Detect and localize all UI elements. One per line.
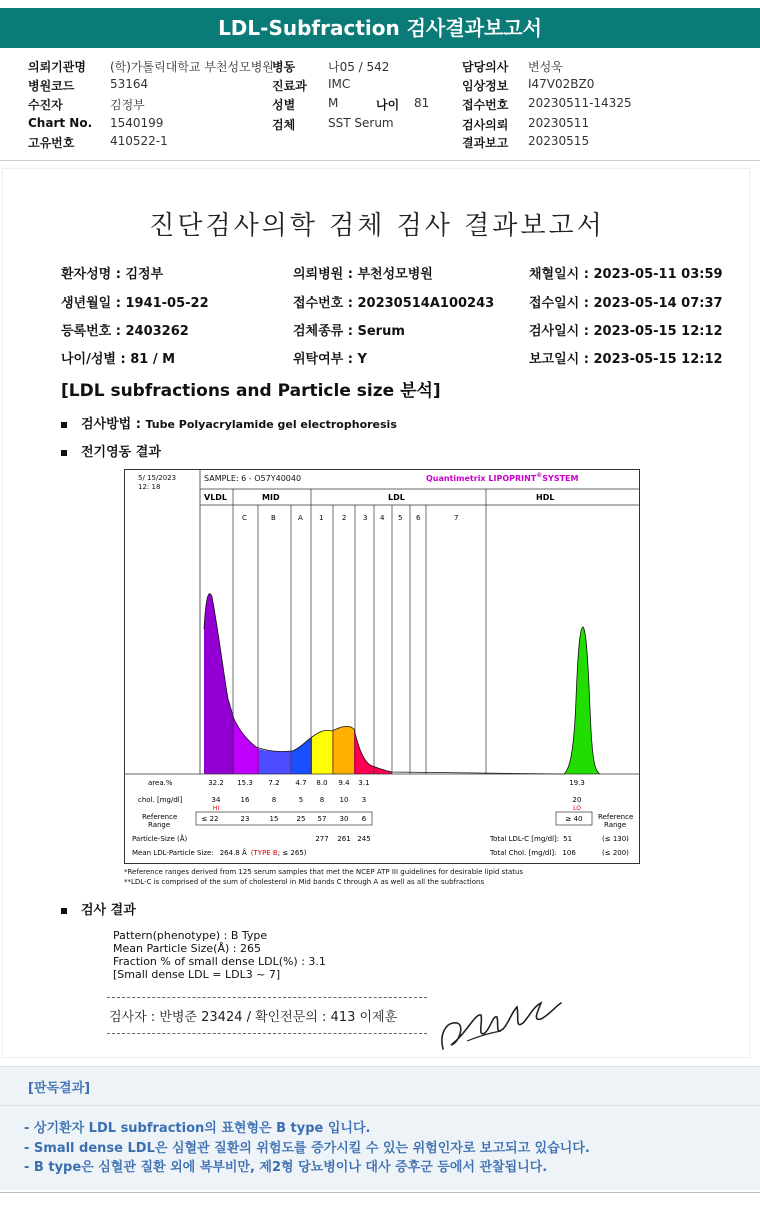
result-line: Fraction % of small dense LDL(%) : 3.1 (113, 955, 326, 968)
area-value: 19.3 (569, 779, 585, 787)
chol-value: 8 (319, 796, 325, 804)
patient-field: 검사일시 : 2023-05-15 12:12 (529, 324, 723, 339)
patient-field: 채혈일시 : 2023-05-11 03:59 (529, 267, 723, 282)
header-value: 나05 / 542 (328, 60, 390, 74)
ref-value: 15 (269, 815, 279, 823)
particle-value: 261 (337, 835, 351, 843)
area-value: 8.0 (316, 779, 328, 787)
mean-size: Mean LDL-Particle Size: 264.8 Å (TYPE B; ≤ 265) (132, 849, 307, 857)
result-lines (113, 929, 326, 981)
chol-value: 16 (240, 796, 250, 804)
ref-value: 6 (361, 815, 367, 823)
request-header (0, 54, 760, 154)
group-label-ldl: LDL (388, 493, 405, 502)
method-bullet: 검사방법 : Tube Polyacrylamide gel electrophoresis (61, 413, 397, 432)
header-key: 의뢰기관명 (28, 60, 86, 74)
header-value: (학)가톨릭대학교 부천성모병원 (110, 60, 274, 74)
method-value: Tube Polyacrylamide gel electrophoresis (145, 418, 397, 431)
header-value: 1540199 (110, 116, 164, 130)
band-label: C (242, 514, 247, 522)
ref-value: 30 (339, 815, 349, 823)
band-label: 7 (454, 514, 459, 522)
patient-field: 생년월일 : 1941-05-22 (61, 296, 209, 311)
total-chol: Total Chol. [mg/dl]: 106 (≤ 200) (490, 849, 629, 857)
particle-value: 245 (357, 835, 371, 843)
particle-value: 277 (315, 835, 329, 843)
section-title: [LDL subfractions and Particle size 분석] (61, 381, 441, 401)
header-key: 접수번호 (462, 98, 509, 112)
chart-time: 12: 18 (138, 483, 161, 491)
band-label: 5 (398, 514, 403, 522)
band-label: B (271, 514, 276, 522)
header-key: 임상정보 (462, 79, 509, 93)
lipoprint-chart (124, 469, 640, 864)
judgement-line: - Small dense LDL은 심혈관 질환의 위험도를 증가시킬 수 있는 위험인자로 보고되고 있습니다. (24, 1141, 590, 1156)
ref-value: ≥ 40 (565, 815, 583, 823)
report-title: 진단검사의학 검체 검사 결과보고서 (149, 211, 605, 241)
report-banner: LDL-Subfraction 검사결과보고서 (0, 8, 760, 48)
result-label: 검사 결과 (81, 903, 136, 918)
patient-field: 보고일시 : 2023-05-15 12:12 (529, 352, 723, 367)
patient-field: 위탁여부 : Y (293, 352, 367, 367)
patient-field: 접수일시 : 2023-05-14 07:37 (529, 296, 723, 311)
area-value: 32.2 (208, 779, 224, 787)
mid-b-area (259, 749, 292, 774)
signature-text: 검사자 : 반병준 23424 / 확인전문의 : 413 이제훈 (109, 1010, 398, 1025)
judgement-line: - B type은 심혈관 질환 외에 복부비만, 제2형 당뇨병이나 대사 증후군 등에서 관찰됩니다. (24, 1160, 548, 1175)
header-value: 김정부 (110, 98, 145, 112)
header-key: Chart No. (28, 116, 93, 130)
chart-date: 5/ 15/2023 (138, 474, 177, 482)
ldl2-area (332, 726, 354, 774)
chol-value: 10 (339, 796, 349, 804)
patient-field: 등록번호 : 2403262 (61, 324, 189, 339)
row-label-ref-right: Reference Range (598, 813, 634, 829)
chol-value: 20 (572, 796, 582, 804)
header-key: 수진자 (28, 98, 63, 112)
ref-value: ≤ 22 (201, 815, 219, 823)
header-key: 고유번호 (28, 136, 75, 150)
header-key: 진료과 (272, 79, 307, 93)
bullet-icon (61, 450, 67, 456)
chol-flag-hi: HI (212, 805, 220, 812)
ref-value: 23 (240, 815, 250, 823)
judgement-line: - 상기환자 LDL subfraction의 표현형은 B type 입니다. (24, 1121, 371, 1136)
row-label-chol: chol. [mg/dl] (138, 796, 183, 804)
header-value: 20230511 (528, 116, 590, 130)
area-value: 7.2 (268, 779, 280, 787)
group-label-hdl: HDL (536, 493, 555, 502)
ldl1-area (312, 730, 332, 774)
chol-flag-lo: LO (573, 805, 581, 812)
header-value: 81 (414, 96, 430, 110)
patient-field: 검체종류 : Serum (293, 324, 405, 339)
header-key: 검사의뢰 (462, 118, 509, 132)
report-document (2, 168, 750, 1058)
row-label-area: area.% (148, 779, 173, 787)
result-bullet (61, 899, 136, 918)
header-key: 병원코드 (28, 79, 75, 93)
header-key: 결과보고 (462, 136, 509, 150)
electro-bullet (61, 441, 161, 460)
band-label: 1 (319, 514, 324, 522)
row-label-ref: Reference Range (142, 813, 178, 829)
chol-value: 34 (211, 796, 221, 804)
divider (0, 160, 760, 161)
note-line: **LDL-C is comprised of the sum of cholesterol in Mid bands C through A as well as all the subfractions (124, 878, 485, 886)
area-value: 15.3 (237, 779, 253, 787)
header-value: 20230515 (528, 134, 590, 148)
area-value: 3.1 (358, 779, 370, 787)
chart-brand: Quantimetrix LIPOPRINT®SYSTEM (426, 472, 579, 483)
header-key: 나이 (376, 98, 400, 112)
header-value: IMC (328, 77, 351, 91)
header-value: 53164 (110, 77, 149, 91)
particle-values (315, 835, 370, 843)
area-value: 9.4 (338, 779, 350, 787)
group-label-vldl: VLDL (204, 493, 228, 502)
method-label: 검사방법 (81, 417, 132, 432)
result-line: Pattern(phenotype) : B Type (113, 929, 268, 942)
group-label-mid: MID (262, 493, 280, 502)
signature-block (107, 997, 427, 1034)
header-key: 성별 (272, 98, 296, 112)
band-label: 4 (380, 514, 385, 522)
band-label: A (298, 514, 303, 522)
patient-field: 환자성명 : 김정부 (61, 267, 164, 282)
header-key: 병동 (272, 60, 296, 74)
header-value: 20230511-14325 (528, 96, 632, 110)
header-value: 변성욱 (528, 60, 563, 74)
handwritten-signature (437, 993, 567, 1057)
bullet-icon (61, 422, 67, 428)
header-key: 담당의사 (462, 60, 509, 74)
band-label: 6 (416, 514, 421, 522)
patient-field: 나이/성별 : 81 / M (61, 352, 176, 367)
particle-label: Particle-Size (Å) (132, 835, 188, 843)
result-line: Mean Particle Size(Å) : 265 (113, 942, 261, 955)
chart-sample: SAMPLE: 6 - O57Y40040 (204, 474, 302, 483)
ref-value: 57 (317, 815, 327, 823)
band-label: 3 (363, 514, 368, 522)
patient-field: 접수번호 : 20230514A100243 (293, 296, 495, 311)
result-line: [Small dense LDL = LDL3 ~ 7] (113, 968, 281, 981)
header-value: SST Serum (328, 116, 394, 130)
note-line: *Reference ranges derived from 125 serum samples that met the NCEP ATP III guidelines for desirable lipid status (124, 868, 524, 876)
patient-field: 의뢰병원 : 부천성모병원 (293, 267, 433, 282)
header-value: M (328, 96, 339, 110)
judgement-title: [판독결과] (28, 1081, 91, 1096)
ref-value: 25 (296, 815, 306, 823)
band-label: 2 (342, 514, 347, 522)
judgement-panel (0, 1066, 760, 1190)
electro-label: 전기영동 결과 (81, 445, 161, 460)
chart-notes (124, 867, 523, 887)
total-ldl: Total LDL-C [mg/dl]: 51 (≤ 130) (490, 835, 629, 843)
bullet-icon (61, 908, 67, 914)
chol-value: 3 (361, 796, 367, 804)
area-value: 4.7 (295, 779, 307, 787)
header-value: I47V02BZ0 (528, 77, 595, 91)
chol-value: 8 (271, 796, 277, 804)
chol-value: 5 (298, 796, 304, 804)
header-key: 검체 (272, 118, 296, 132)
header-value: 410522-1 (110, 134, 168, 148)
